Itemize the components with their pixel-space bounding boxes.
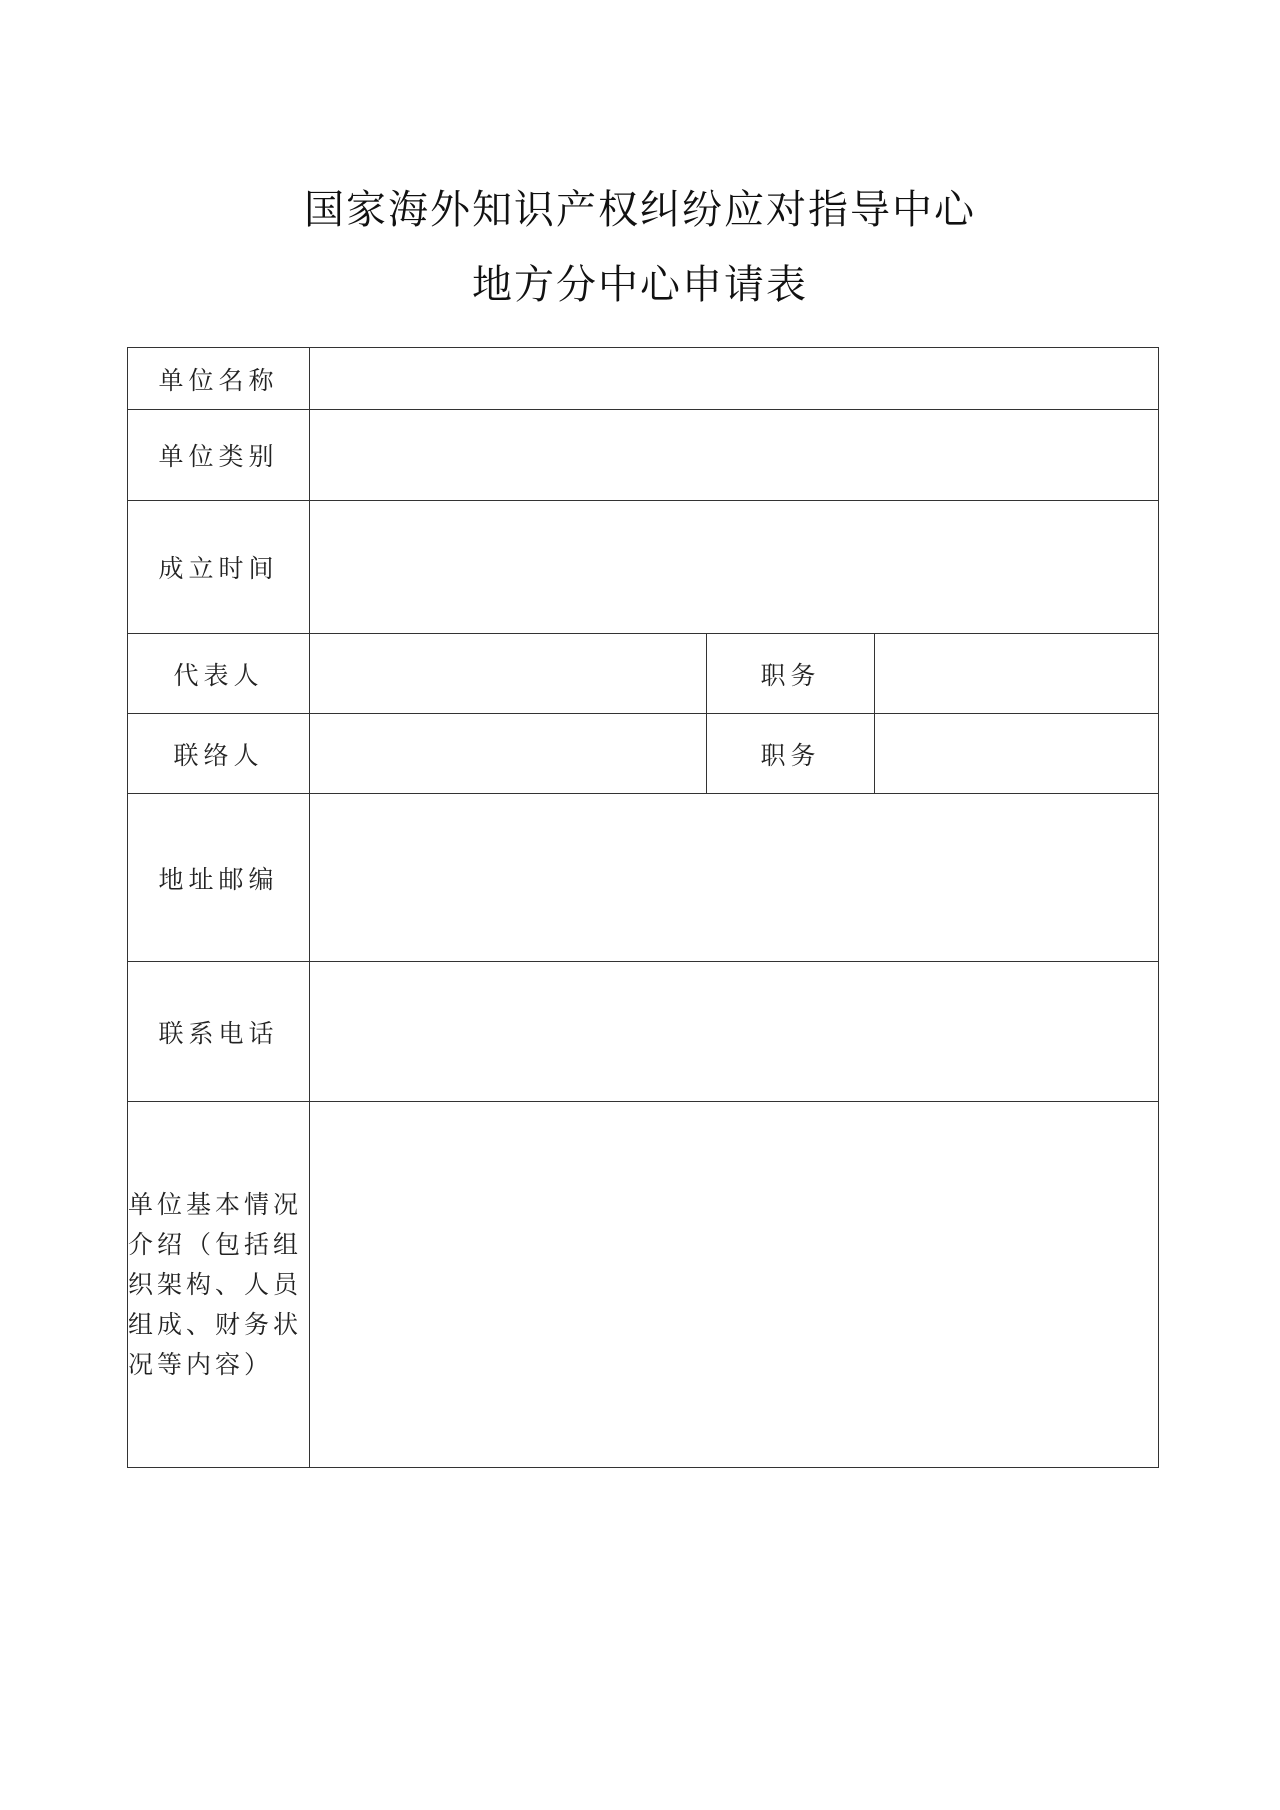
contact-person-position-label: 职务 (707, 714, 875, 794)
representative-label: 代表人 (128, 634, 310, 714)
contact-person-position-field[interactable] (875, 714, 1159, 794)
row-address-postcode (128, 794, 1159, 962)
unit-name-field[interactable] (310, 348, 1159, 410)
contact-phone-label: 联系电话 (128, 962, 310, 1102)
unit-intro-label: 单位基本情况介绍（包括组织架构、人员组成、财务状况等内容） (128, 1102, 310, 1468)
contact-phone-field[interactable] (310, 962, 1159, 1102)
unit-intro-field[interactable] (310, 1102, 1159, 1468)
contact-person-label: 联络人 (128, 714, 310, 794)
row-contact-phone (128, 962, 1159, 1102)
document-title: 国家海外知识产权纠纷应对指导中心 (304, 187, 976, 233)
established-time-label: 成立时间 (128, 501, 310, 634)
row-unit-name (128, 348, 1159, 410)
unit-category-label: 单位类别 (128, 410, 310, 501)
row-representative (128, 634, 1159, 714)
representative-field[interactable] (310, 634, 707, 714)
representative-position-label: 职务 (707, 634, 875, 714)
document-subtitle: 地方分中心申请表 (472, 262, 808, 308)
contact-person-field[interactable] (310, 714, 707, 794)
established-time-field[interactable] (310, 501, 1159, 634)
unit-name-label: 单位名称 (128, 348, 310, 410)
row-unit-category (128, 410, 1159, 501)
row-contact-person (128, 714, 1159, 794)
unit-category-field[interactable] (310, 410, 1159, 501)
application-form-table (127, 347, 1159, 1468)
row-unit-intro (128, 1102, 1159, 1468)
row-established-time (128, 501, 1159, 634)
address-postcode-field[interactable] (310, 794, 1159, 962)
address-postcode-label: 地址邮编 (128, 794, 310, 962)
representative-position-field[interactable] (875, 634, 1159, 714)
